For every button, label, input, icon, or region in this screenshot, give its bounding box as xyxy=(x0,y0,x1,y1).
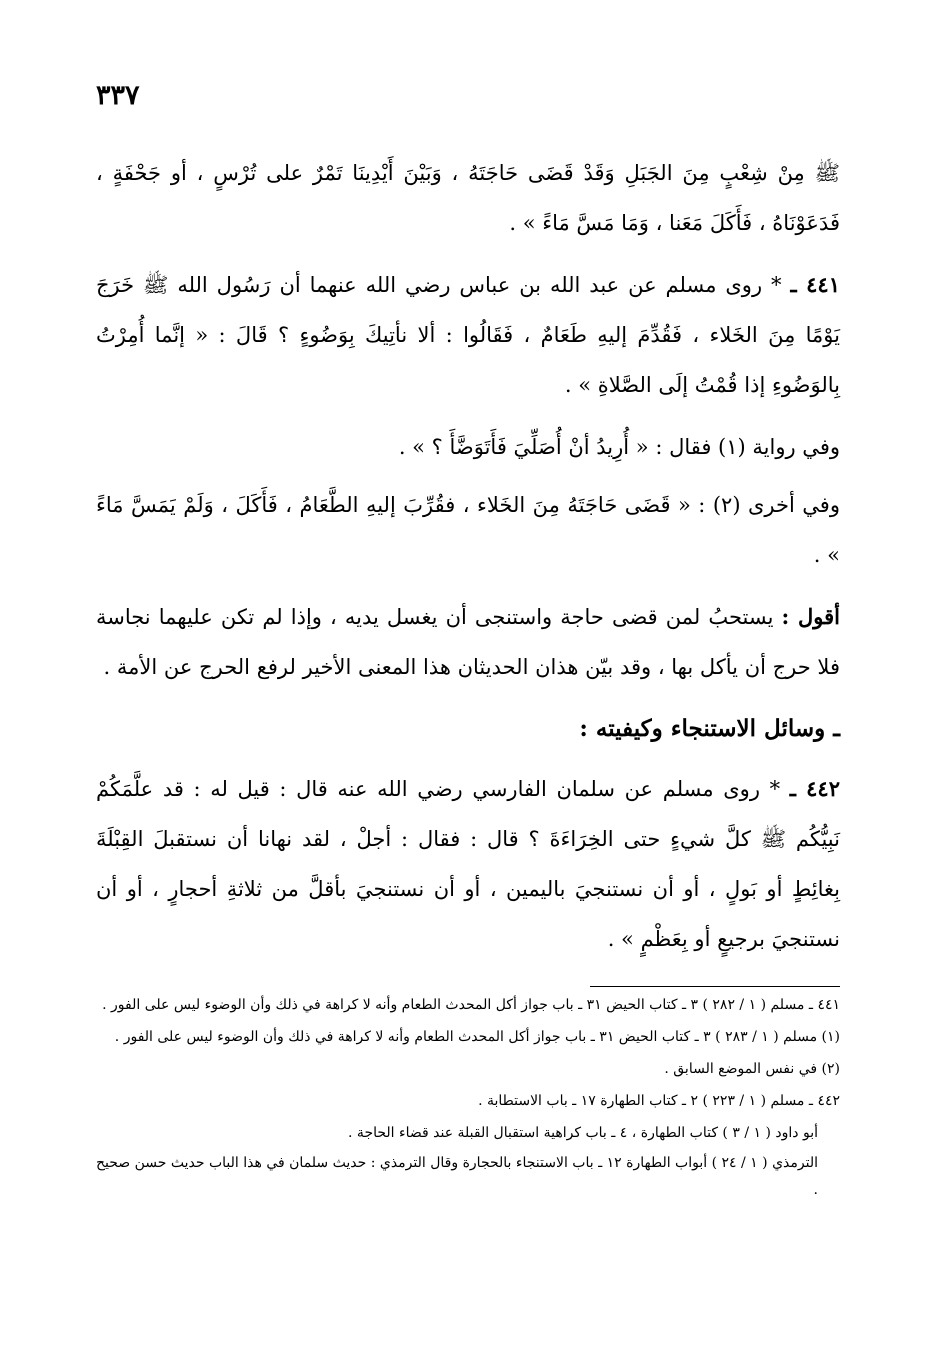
footnote-divider xyxy=(590,986,840,987)
footnote-2: (٢) في نفس الموضع السابق . xyxy=(664,1061,840,1077)
hadith-text: * روى مسلم عن عبد الله بن عباس رضي الله عنهما أن رَسُول الله ﷺ خَرَجَ يَوْمًا مِنَ الخَلاء ، فَقُدِّمَ إليهِ طَعَامٌ ، فَقَالُوا : ألا نأتِيكَ بِوَضُوءٍ ؟ قَالَ : « إنَّما أُمِرْتُ بِالوَضُوءِ إذا قُمْتُ إلَى الصَّلاةِ » . xyxy=(96,273,840,397)
hadith-number: ٤٤٢ ـ xyxy=(789,776,840,801)
hadith-text: * روى مسلم عن سلمان الفارسي رضي الله عنه قال : قيل له : قد علَّمَكُمْ نَبِيُّكُم ﷺ كلَّ شيءٍ حتى الخِرَاءَةَ ؟ قال : فقال : أجلْ ، لقد نهانا أن نستقبلَ القِبْلَةَ بِغائِطٍ أو بَولٍ ، أو أن نستنجيَ باليمين ، أو أن نستنجيَ بأقلَّ من ثلاثةِ أحجارٍ ، أو أن نستنجيَ برجيعٍ أو بِعَظْمٍ » . xyxy=(96,777,840,951)
footnote-442: ٤٤٢ ـ مسلم ( ١ / ٢٢٣ ) ٢ ـ كتاب الطهارة ١٧ ـ باب الاستطابة . xyxy=(478,1093,840,1109)
commentary-lead: أقول : xyxy=(781,604,840,629)
footnote-441: ٤٤١ ـ مسلم ( ١ / ٢٨٢ ) ٣ ـ كتاب الحيض ٣١ ـ باب جواز أكل المحدث الطعام وأنه لا كراهة في ذلك وأن الوضوء ليس على الفور . xyxy=(102,997,840,1013)
footnote-442-abudawud: أبو داود ( ١ / ٣ ) كتاب الطهارة ، ٤ ـ باب كراهية استقبال القبلة عند قضاء الحاجة . xyxy=(348,1125,818,1141)
hadith-441 xyxy=(96,260,840,410)
commentary xyxy=(96,592,840,692)
hadith-number: ٤٤١ ـ xyxy=(790,272,840,297)
section-heading: ـ وسائل الاستنجاء وكيفيته : xyxy=(579,715,840,742)
commentary-text: يستحبُ لمن قضى حاجة واستنجى أن يغسل يديه ، وإذا لم تكن عليهما نجاسة فلا حرج أن يأكل بها ، وقد بيّن هذان الحديثان هذا المعنى الأخير لرفع الحرج عن الأمة . xyxy=(96,605,840,679)
footnote-1: (١) مسلم ( ١ / ٢٨٣ ) ٣ ـ كتاب الحيض ٣١ ـ باب جواز أكل المحدث الطعام وأنه لا كراهة في ذلك وأن الوضوء ليس على الفور . xyxy=(114,1029,840,1045)
paragraph-continuation: ﷺ مِنْ شِعْبٍ مِنَ الجَبَلِ وَقَدْ قَضَى حَاجَتَهُ ، وَبَيْنَ أَيْدِينَا تَمْرٌ على تُرْسٍ ، أو جَحْفَةٍ ، فَدَعَوْنَاهُ ، فَأَكَلَ مَعَنا ، وَمَا مَسَّ مَاءً » . xyxy=(96,161,840,235)
page-number: ٣٣٧ xyxy=(96,80,140,111)
hadith-442 xyxy=(96,764,840,964)
riwaya-2: وفي أخرى (٢) : « قَضَى حَاجَتَهُ مِنَ الخَلاء ، فقُرِّبَ إليهِ الطَّعَامُ ، فَأَكَلَ ، وَلَمْ يَمَسَّ مَاءً » . xyxy=(96,493,840,567)
footnotes xyxy=(96,992,840,1207)
footnote-442-tirmidhi: الترمذي ( ١ / ٢٤ ) أبواب الطهارة ١٢ ـ باب الاستنجاء بالحجارة وقال الترمذي : حديث سلمان في هذا الباب حديث حسن صحيح . xyxy=(96,1155,818,1198)
riwaya-1: وفي رواية (١) فقال : « أُرِيدُ أنْ أُصَلِّيَ فَأَتَوَضَّأَ ؟ » . xyxy=(398,435,840,459)
main-text xyxy=(96,148,840,976)
